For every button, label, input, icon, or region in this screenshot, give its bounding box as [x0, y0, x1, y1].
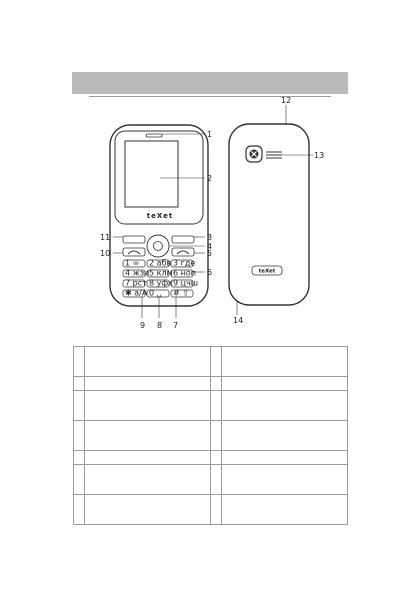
- table-cell: [85, 451, 211, 465]
- key-star-label: ✱ a/A: [125, 288, 148, 298]
- table-cell: [85, 391, 211, 421]
- table-cell: [74, 391, 85, 421]
- back-brand-logo: teXet: [258, 268, 276, 275]
- table-cell: [222, 465, 348, 495]
- table-cell: [222, 377, 348, 391]
- table-cell: [85, 421, 211, 451]
- front-brand-logo: teXet: [146, 212, 174, 220]
- call-key: [123, 248, 145, 256]
- table-cell: [211, 391, 222, 421]
- table-cell: [222, 495, 348, 525]
- component-legend-table: [73, 346, 348, 525]
- table-cell: [74, 377, 85, 391]
- table-row: [74, 391, 348, 421]
- table-cell: [85, 465, 211, 495]
- table-row: [74, 377, 348, 391]
- table-row: [74, 495, 348, 525]
- table-cell: [222, 391, 348, 421]
- table-cell: [222, 347, 348, 377]
- key-3-label: 3 где: [173, 258, 196, 268]
- table-cell: [85, 347, 211, 377]
- key-8-label: 8 уфх: [149, 278, 173, 288]
- ok-key: [154, 242, 163, 251]
- callout-4: 4: [207, 242, 213, 251]
- keypad: [123, 259, 198, 298]
- table-cell: [85, 495, 211, 525]
- phone-back-view: [229, 96, 324, 325]
- callout-7: 7: [173, 321, 179, 330]
- table-cell: [211, 347, 222, 377]
- table-cell: [74, 347, 85, 377]
- key-5-label: 5 клм: [149, 268, 173, 278]
- callout-3: 3: [207, 233, 213, 242]
- key-hash-label: # ⇧: [173, 288, 189, 298]
- key-6-label: 6 ноп: [173, 268, 196, 278]
- key-0-label: 0 ␣: [149, 288, 162, 298]
- callout-10: 10: [100, 249, 111, 258]
- phone-back-body: [229, 124, 309, 305]
- right-soft-key: [172, 236, 194, 243]
- key-4-label: 4 жзи: [125, 268, 150, 278]
- table-cell: [211, 421, 222, 451]
- table-row: [74, 451, 348, 465]
- table-row: [74, 465, 348, 495]
- key-2-label: 2 абв: [149, 258, 172, 268]
- table-cell: [85, 377, 211, 391]
- callout-12: 12: [281, 96, 292, 105]
- table-row: [74, 421, 348, 451]
- table-row: [74, 347, 348, 377]
- callout-6: 6: [207, 268, 213, 277]
- table-cell: [211, 465, 222, 495]
- table-cell: [74, 421, 85, 451]
- callout-2: 2: [207, 174, 213, 183]
- left-soft-key: [123, 236, 145, 243]
- display-screen: [125, 141, 178, 207]
- table-cell: [211, 495, 222, 525]
- table-cell: [211, 451, 222, 465]
- callout-8: 8: [157, 321, 163, 330]
- key-1-label: 1 ∞: [125, 258, 140, 268]
- table-cell: [74, 451, 85, 465]
- callout-13: 13: [314, 151, 325, 160]
- table-cell: [74, 465, 85, 495]
- callout-9: 9: [140, 321, 146, 330]
- callout-14: 14: [233, 316, 244, 325]
- callout-11: 11: [100, 233, 111, 242]
- end-key: [172, 248, 194, 256]
- key-7-label: 7 рст: [125, 278, 147, 288]
- callout-5: 5: [207, 249, 213, 258]
- table-cell: [222, 421, 348, 451]
- key-9-label: 9 цчш: [173, 278, 199, 288]
- table-cell: [74, 495, 85, 525]
- phone-front-view: [100, 125, 212, 330]
- table-cell: [222, 451, 348, 465]
- callout-1: 1: [207, 130, 213, 139]
- earpiece-speaker: [146, 134, 162, 137]
- table-cell: [211, 377, 222, 391]
